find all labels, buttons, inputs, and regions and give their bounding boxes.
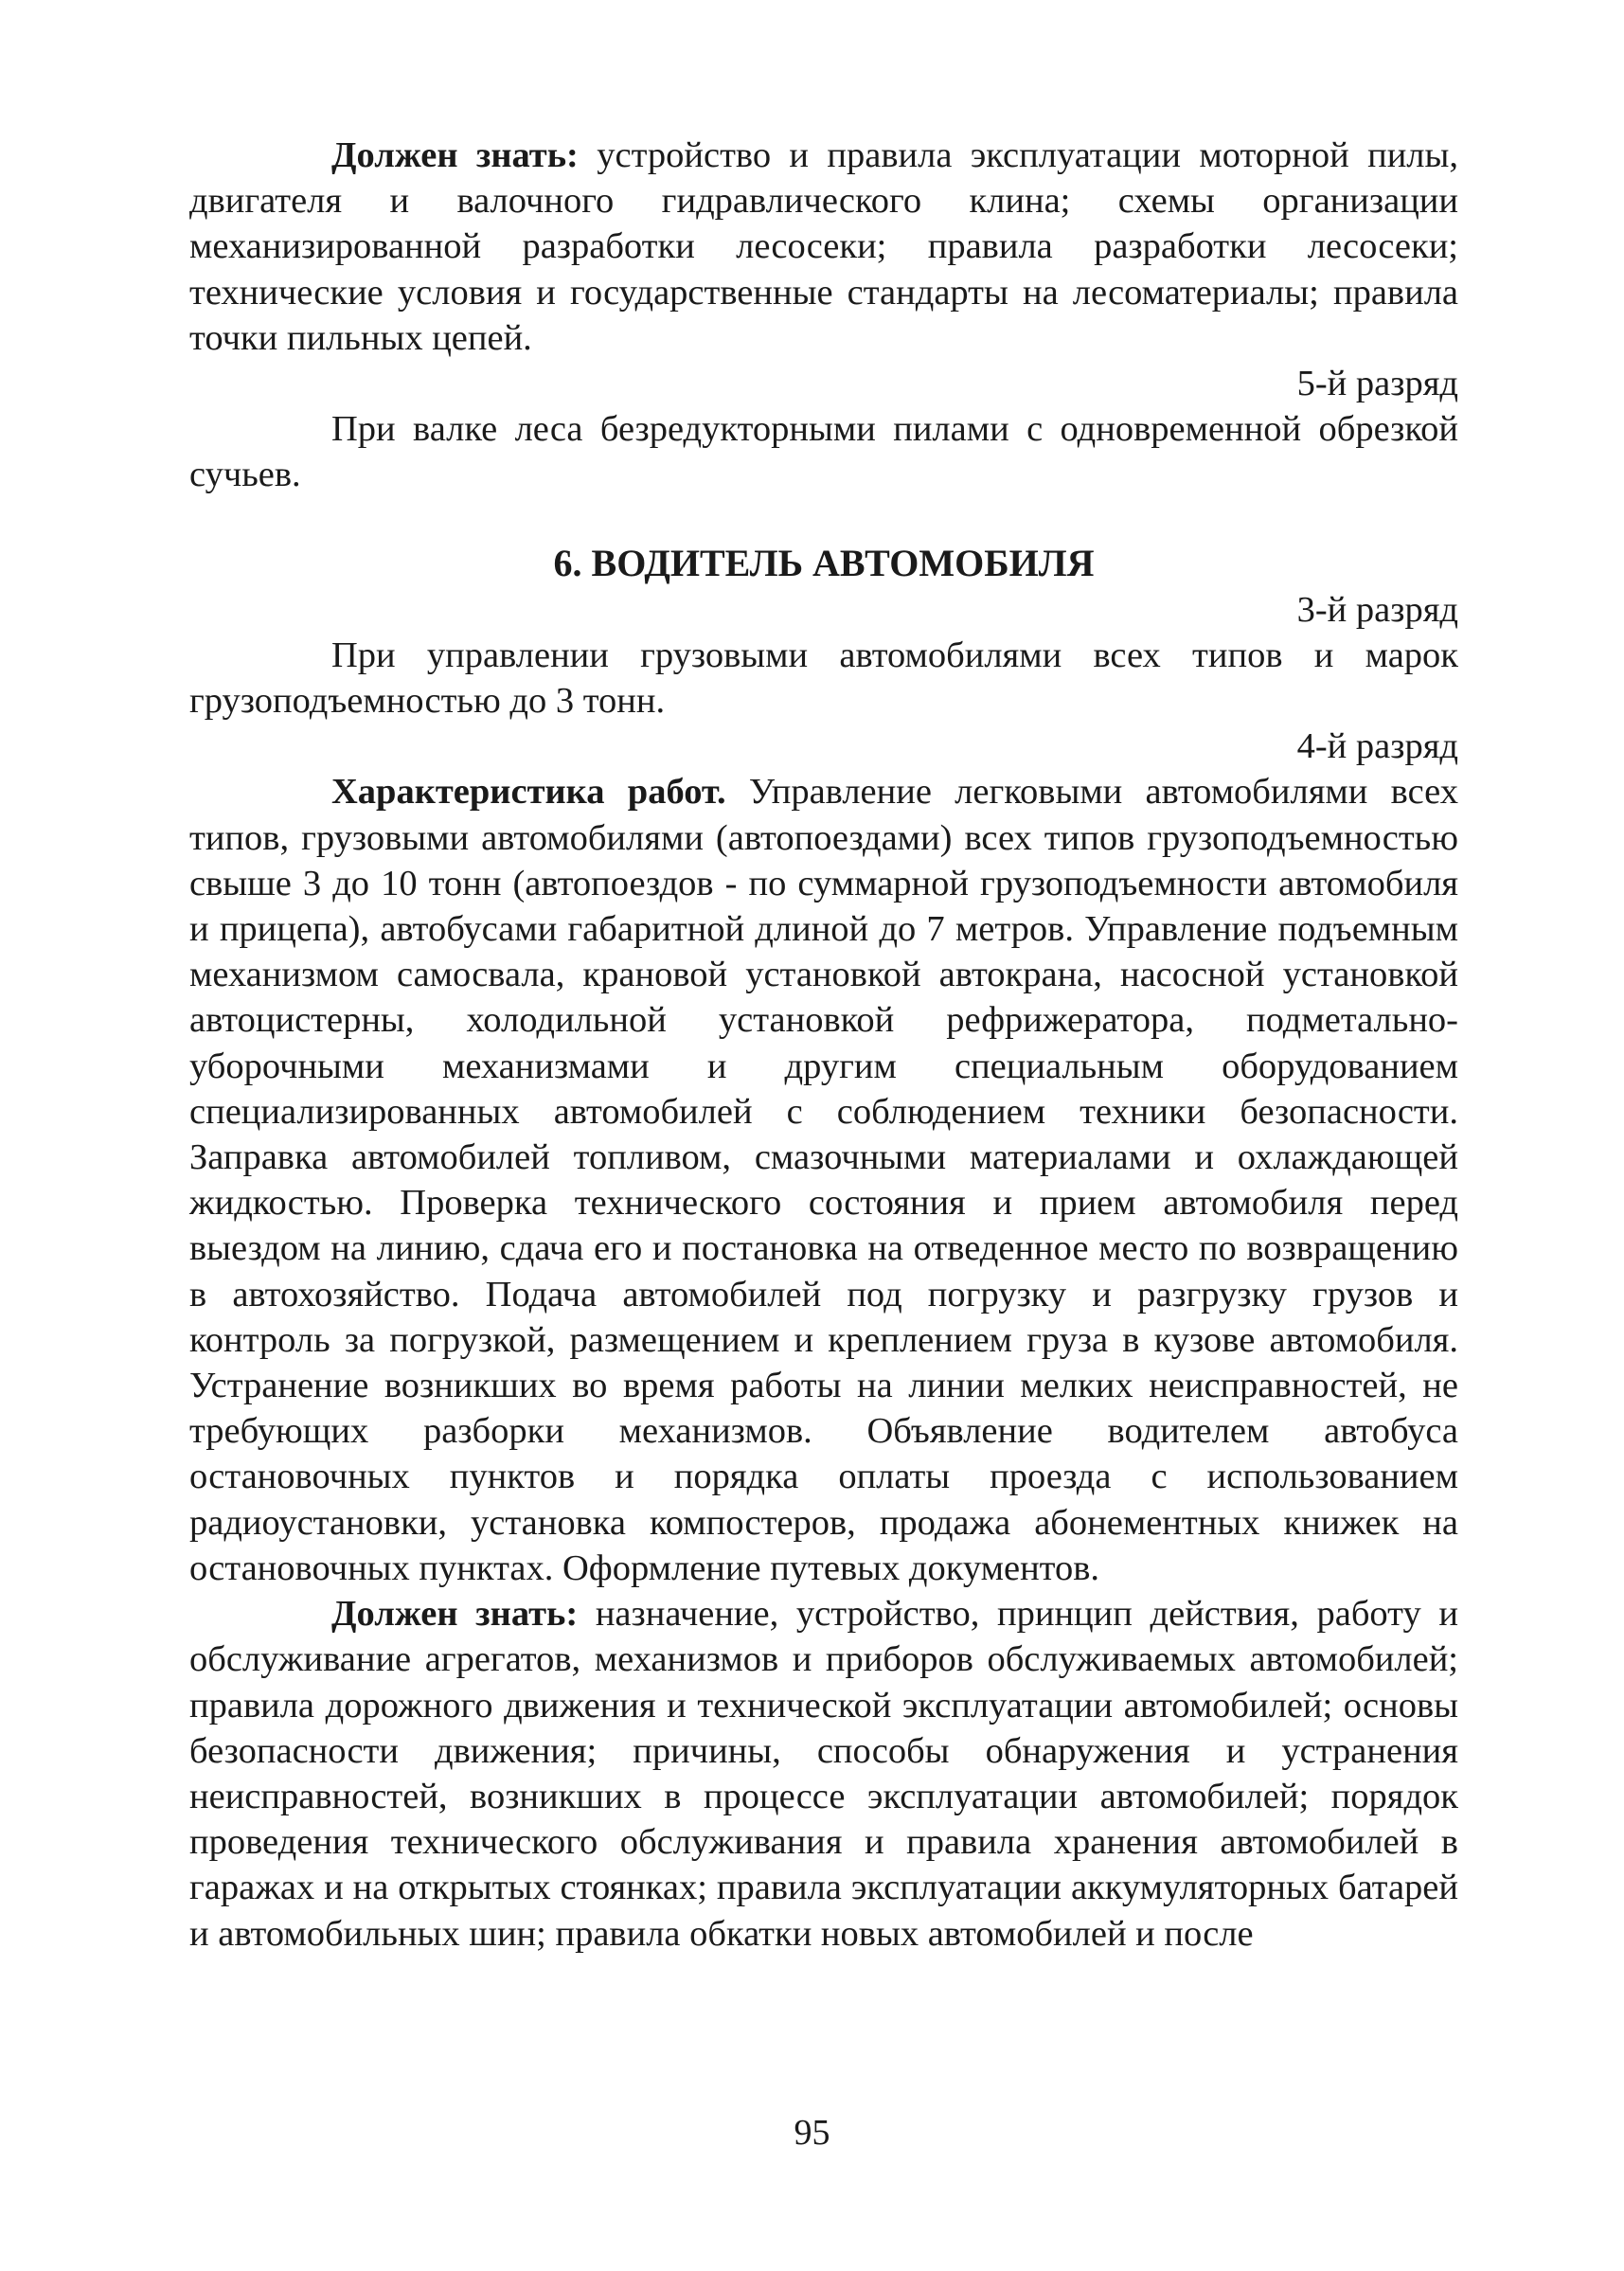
grade-3-description: При управлении грузовыми автомобилями всех типов и марок грузоподъемностью до 3 тонн.: [189, 635, 1458, 722]
grade-3-label: 3-й разряд: [1296, 589, 1458, 630]
grade-5-label: 5-й разряд: [1296, 364, 1458, 404]
driver-must-know-lead: Должен знать:: [331, 1594, 579, 1635]
page-body: [189, 133, 1458, 1957]
work-characteristics-paragraph: [189, 769, 1458, 1591]
driver-must-know-paragraph: [189, 1591, 1458, 1957]
work-characteristics-text: Управление легковыми автомобилями всех типов, грузовыми автомобилями (автопоездами) всех типов грузоподъемностью свыше 3 до 10 тонн (автопоездов - по суммарной грузоподъемности автомобиля и прицепа), автобусами габаритной длиной до 7 метров. Управление подъемным механизмом самосвала, крановой установкой автокрана, насосной установкой автоцистерны, холодильной установкой рефрижератора, подметально-уборочными механизмами и другим специальным оборудованием специализированных автомобилей с соблюдением техники безопасности. Заправка автомобилей топливом, смазочными материалами и охлаждающей жидкостью. Проверка технического состояния и прием автомобиля перед выездом на линию, сдача его и постановка на отведенное место по возвращению в автохозяйство. Подача автомобилей под погрузку и разгрузку грузов и контроль за погрузкой, размещением и креплением груза в кузове автомобиля. Устранение возникших во время работы на линии мелких неисправностей, не требующих разборки механизмов. Объявление водителем автобуса остановочных пунктов и порядка оплаты проезда с использованием радиоустановки, установка компостеров, продажа абонементных книжек на остановочных пунктах. Оформление путевых документов.: [189, 772, 1458, 1588]
work-characteristics-lead: Характеристика работ.: [331, 772, 726, 813]
must-know-paragraph: [189, 133, 1458, 361]
section-heading: 6. ВОДИТЕЛЬ АВТОМОБИЛЯ: [553, 541, 1095, 584]
grade-5-description: При валке леса безредукторными пилами с одновременной обрезкой сучьев.: [189, 409, 1458, 495]
must-know-lead: Должен знать:: [331, 135, 579, 175]
must-know-text: устройство и правила эксплуатации моторной пилы, двигателя и валочного гидравлического клина; схемы организации механизированной разработки лесосеки; правила разработки лесосеки; технические условия и государственные стандарты на лесоматериалы; правила точки пильных цепей.: [189, 135, 1459, 358]
driver-must-know-text: назначение, устройство, принцип действия, работу и обслуживание агрегатов, механизмов и приборов обслуживаемых автомобилей; правила дорожного движения и технической эксплуатации автомобилей; основы безопасности движения; причины, способы обнаружения и устранения неисправностей, возникших в процессе эксплуатации автомобилей; порядок проведения технического обслуживания и правила хранения автомобилей в гаражах и на открытых стоянках; правила эксплуатации аккумуляторных батарей и автомобильных шин; правила обкатки новых автомобилей и после: [189, 1594, 1458, 1954]
page-number: 95: [794, 2113, 830, 2153]
grade-4-label: 4-й разряд: [1296, 726, 1458, 767]
